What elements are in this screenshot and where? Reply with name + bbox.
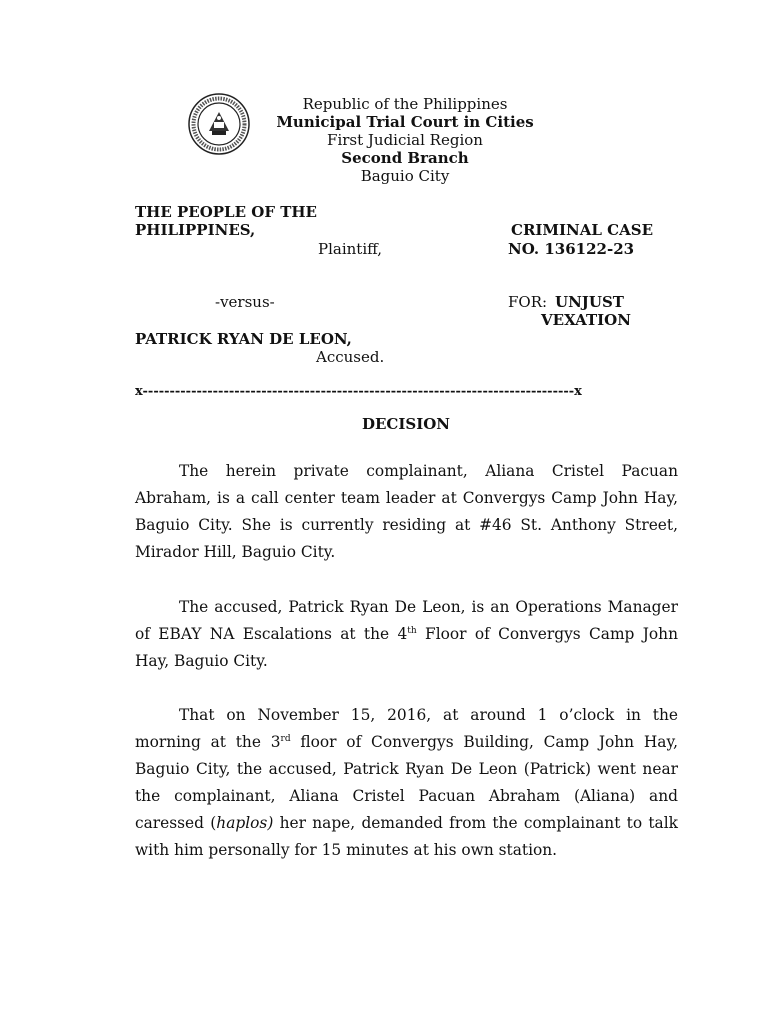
- paragraph-complainant: [135, 458, 678, 566]
- header-judicial-region: First Judicial Region: [327, 131, 483, 149]
- plaintiff-name-line1: THE PEOPLE OF THE: [135, 203, 317, 221]
- header-branch: Second Branch: [341, 149, 469, 167]
- header-city: Baguio City: [360, 167, 450, 185]
- offense-name-line2: VEXATION: [541, 311, 631, 329]
- plaintiff-role: Plaintiff,: [318, 240, 383, 258]
- paragraph-accused-sup: th: [407, 625, 417, 636]
- court-seal-icon: [188, 93, 250, 155]
- header-court-name: Municipal Trial Court in Cities: [276, 113, 534, 131]
- accused-role: Accused.: [316, 348, 385, 366]
- paragraph-incident: [135, 702, 678, 864]
- plaintiff-name-line2: PHILIPPINES,: [135, 221, 256, 239]
- paragraph-accused-text-a: The accused, Patrick Ryan De Leon, is an Operations Manager of EBAY NA Escalations at the 4: [135, 598, 678, 643]
- paragraph-complainant-text: The herein private complainant, Aliana Cristel Pacuan Abraham, is a call center team leader at Convergys Camp John Hay, Baguio City. She is currently residing at #46 St. Anthony Street, Mirador Hill, Baguio City.: [135, 462, 678, 561]
- paragraph-incident-text-c: her nape, demanded from the complainant to talk with him personally for 15 minutes at his own station.: [135, 814, 678, 859]
- case-number: NO. 136122-23: [508, 240, 635, 258]
- paragraph-incident-sup: rd: [280, 733, 291, 744]
- caption-divider: x--------------------------------------------------------------------------------x: [135, 384, 582, 399]
- paragraph-incident-text-a: That on November 15, 2016, at around 1 o’clock in the morning at the 3: [135, 706, 678, 751]
- offense-for-label: FOR:: [508, 293, 548, 311]
- paragraph-accused-text-b: Floor of Convergys Camp John Hay, Baguio City.: [135, 625, 678, 670]
- paragraph-incident-text-b: floor of Convergys Building, Camp John Hay, Baguio City, the accused, Patrick Ryan De Leon (Patrick) went near the complainant, Aliana Cristel Pacuan Abraham (Aliana) and caressed (: [135, 733, 679, 832]
- paragraph-incident-italic: haplos): [216, 814, 274, 832]
- paragraph-accused: [135, 594, 678, 675]
- decision-title: DECISION: [361, 415, 451, 433]
- offense-name-line1: UNJUST: [555, 293, 624, 311]
- accused-name: PATRICK RYAN DE LEON,: [135, 330, 352, 348]
- header-republic: Republic of the Philippines: [302, 95, 508, 113]
- case-number-label: CRIMINAL CASE: [511, 221, 654, 239]
- versus-label: -versus-: [215, 293, 275, 311]
